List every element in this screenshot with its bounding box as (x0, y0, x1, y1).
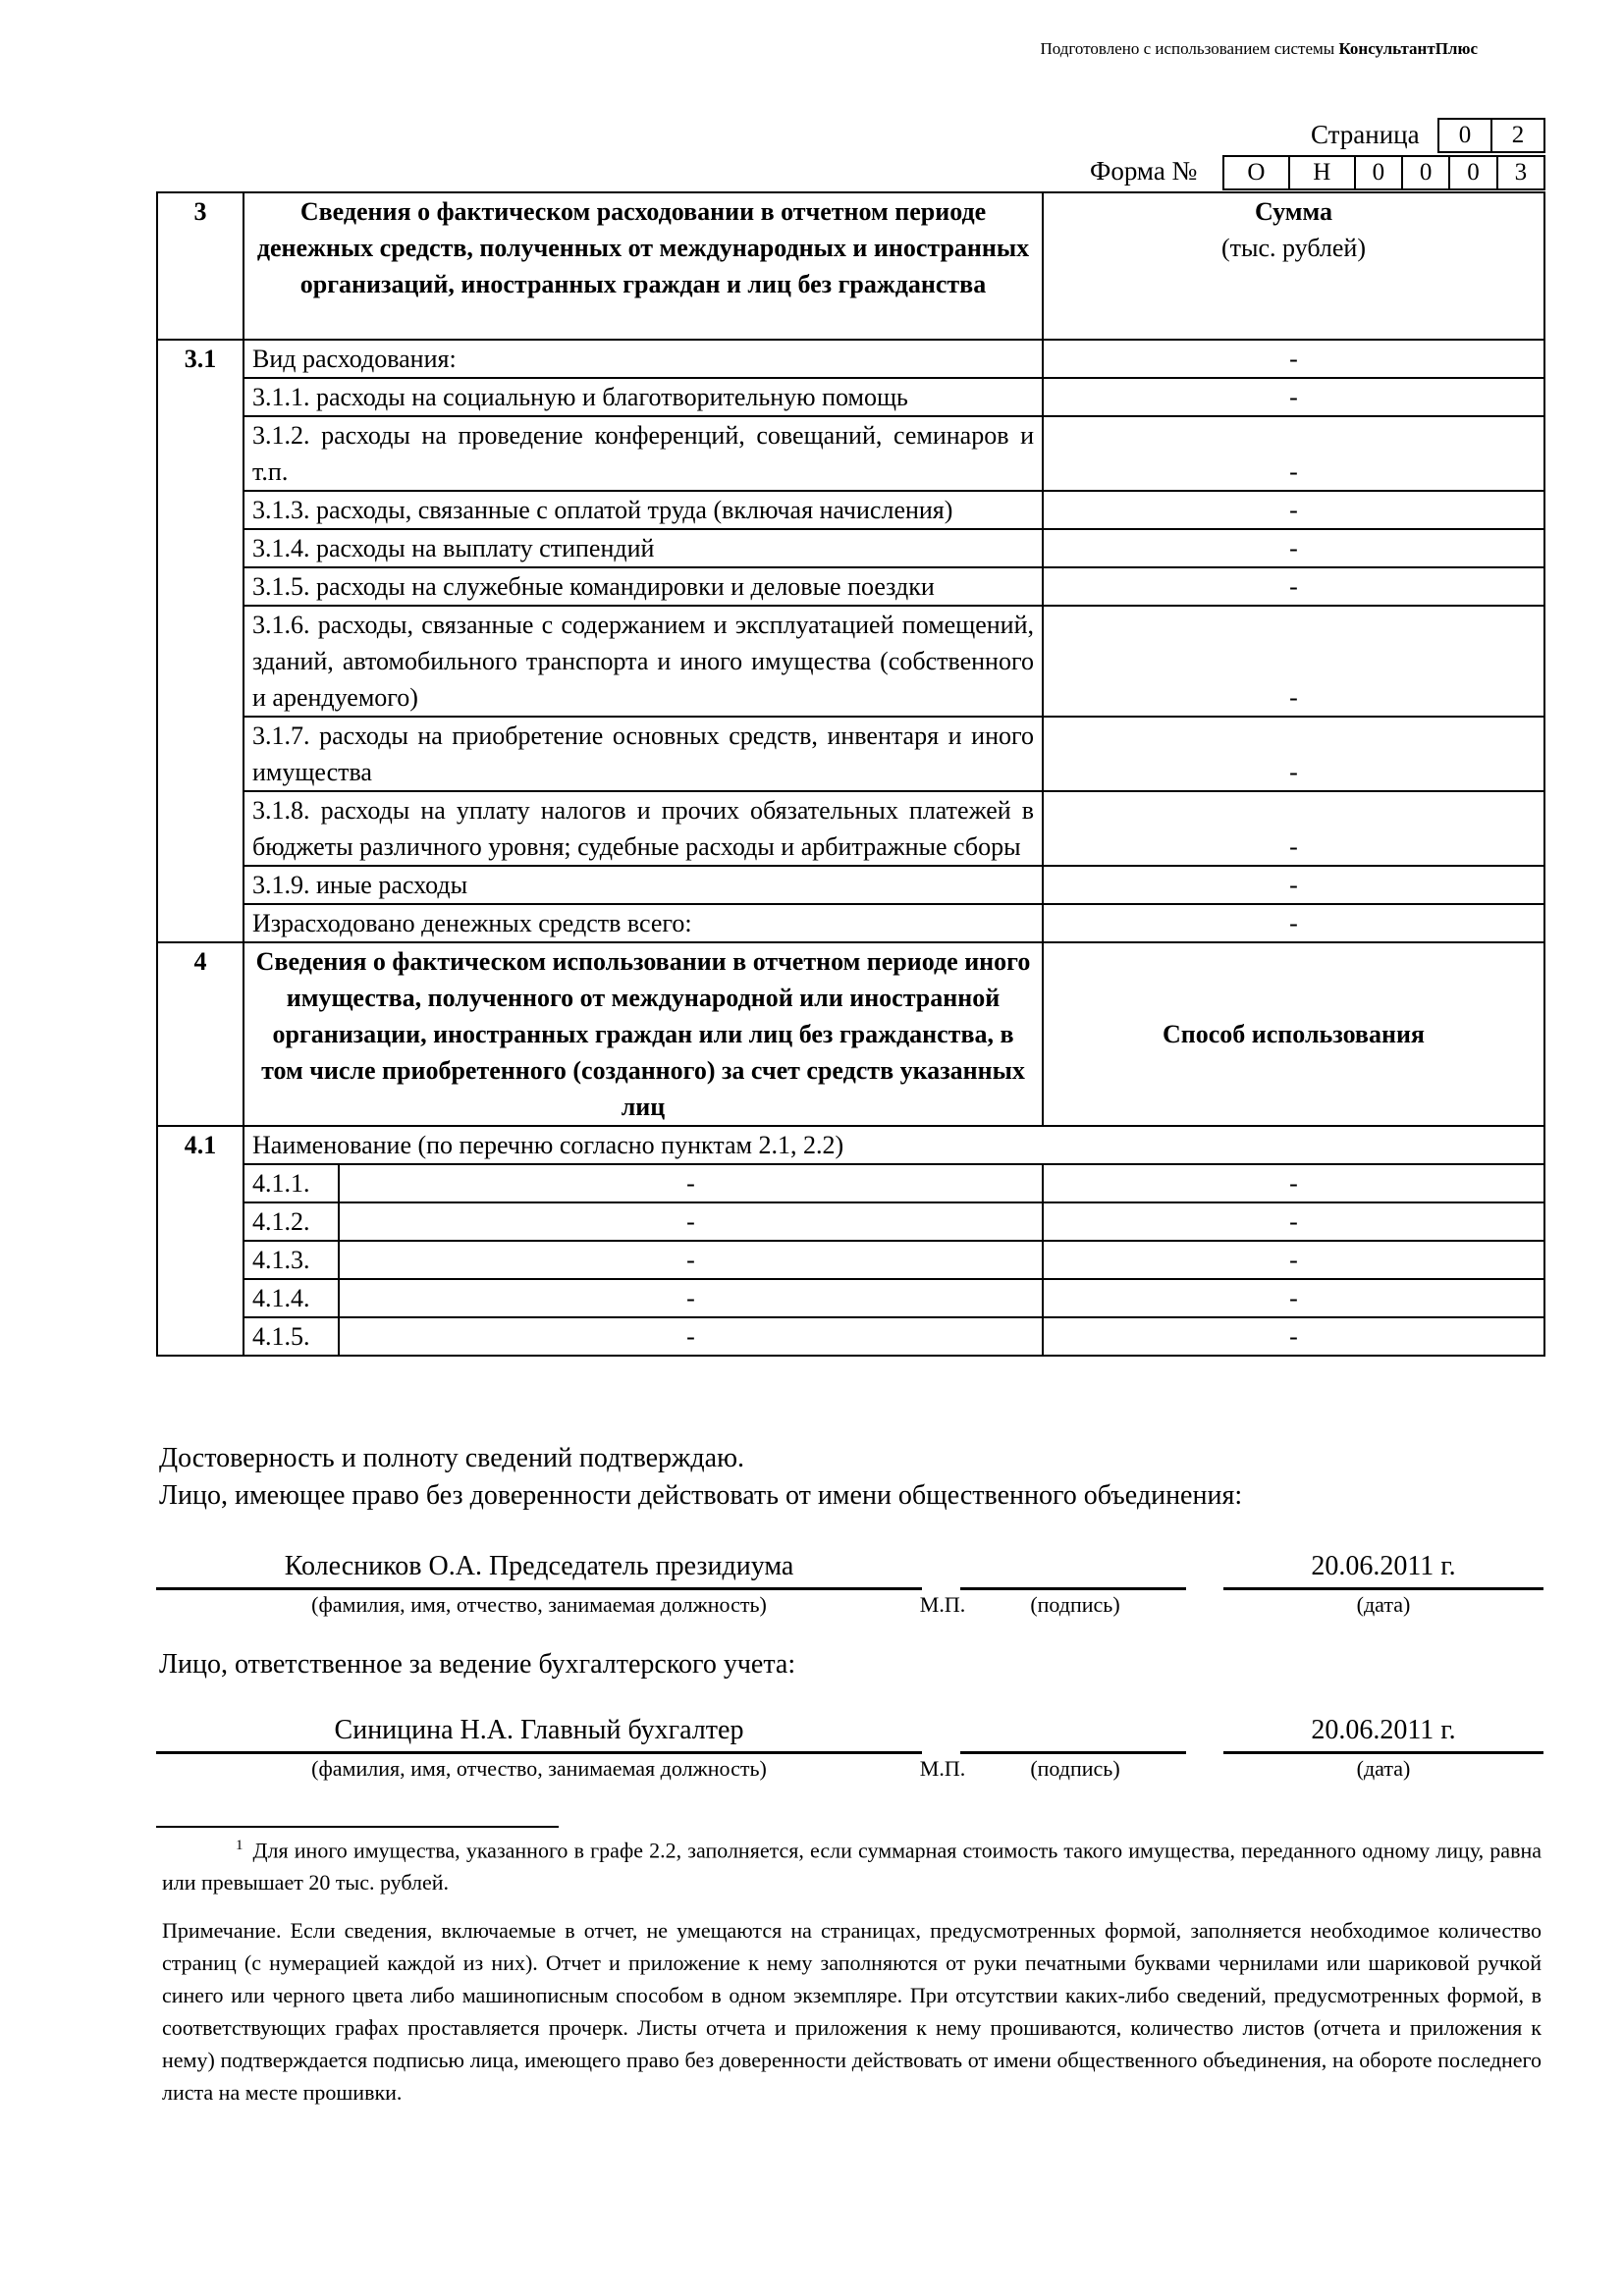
row-value: - (1043, 567, 1544, 606)
method-header: Способ использования (1043, 942, 1544, 1126)
row-label: 3.1.4. расходы на выплату стипендий (244, 529, 1043, 567)
item-code: 4.1.3. (244, 1241, 339, 1279)
page-label: Страница (1311, 120, 1420, 149)
row-value: - (1043, 904, 1544, 942)
sum-header (1043, 192, 1544, 340)
sum-unit: (тыс. рублей) (1220, 234, 1366, 262)
item-code: 4.1.5. (244, 1317, 339, 1356)
row-value: - (1043, 491, 1544, 529)
row-label: 3.1.3. расходы, связанные с оплатой труда (включая начисления) (244, 491, 1043, 529)
form-number-boxes (1222, 155, 1545, 190)
row-value: - (1043, 529, 1544, 567)
section4-header-row (157, 942, 1544, 1126)
section3-title: Сведения о фактическом расходовании в отчетном периоде денежных средств, полученных от международных и иностранных организаций, иностранных граждан и лиц без гражданства (244, 192, 1043, 340)
row-value: - (1043, 791, 1544, 866)
table-row (157, 491, 1544, 529)
row-label: Израсходовано денежных средств всего: (244, 904, 1043, 942)
row-value: - (1043, 378, 1544, 416)
table-row (157, 1126, 1544, 1164)
section4-1-number: 4.1 (157, 1126, 244, 1356)
header-note-brand: КонсультантПлюс (1338, 39, 1478, 58)
table-row (157, 567, 1544, 606)
footnote-text: Для иного имущества, указанного в графе 2.2, заполняется, если суммарная стоимость такого имущества, переданного одному лицу, равна или превышает 20 тыс. рублей. (162, 1838, 1542, 1896)
item-method: - (1043, 1317, 1544, 1356)
item-name: - (339, 1317, 1043, 1356)
table-row (157, 1241, 1544, 1279)
table-row (157, 416, 1544, 491)
row-label: 3.1.7. расходы на приобретение основных средств, инвентаря и иного имущества (244, 717, 1043, 791)
signer2-sign-caption: (подпись) (1030, 1756, 1120, 1781)
form-label: Форма № (1090, 156, 1198, 186)
signer1-date: 20.06.2011 г. (1311, 1551, 1456, 1581)
item-name: - (339, 1202, 1043, 1241)
page-digit: 2 (1491, 119, 1544, 152)
table-row (157, 1279, 1544, 1317)
row-label: Наименование (по перечню согласно пунктам 2.1, 2.2) (244, 1126, 1544, 1164)
row-label: 3.1.9. иные расходы (244, 866, 1043, 904)
form-char: 3 (1497, 156, 1544, 189)
signer1-name-line (156, 1587, 922, 1590)
item-method: - (1043, 1241, 1544, 1279)
signer1-signature-line (960, 1587, 1186, 1590)
row-value: - (1043, 717, 1544, 791)
row-value: - (1043, 606, 1544, 717)
section3-number: 3 (157, 192, 244, 340)
signer1-date-line (1223, 1587, 1543, 1590)
table-row (157, 606, 1544, 717)
note-paragraph: Примечание. Если сведения, включаемые в отчет, не умещаются на страницах, предусмотренных формой, заполняется необходимое количество страниц (с нумерацией каждой из них). Отчет и приложение к нему заполняются от руки печатными буквами чернилами или шариковой ручкой синего или черного цвета либо машинописным способом в одном экземпляре. При отсутствии каких-либо сведений, предусмотренных формой, в соответствующих графах проставляется прочерк. Листы отчета и приложения к нему прошиваются, количество листов (отчета и приложения к нему) подтверждается подписью лица, имеющего право без доверенности действовать от имени общественного объединения, на обороте последнего листа на месте прошивки. (162, 1918, 1542, 2105)
report-table (156, 191, 1545, 1357)
table-row (157, 340, 1544, 378)
item-code: 4.1.4. (244, 1279, 339, 1317)
signer2-date: 20.06.2011 г. (1311, 1715, 1456, 1745)
footnote (162, 1830, 1542, 1898)
form-char: 0 (1355, 156, 1402, 189)
signer1-fio-caption: (фамилия, имя, отчество, занимаемая должность) (311, 1592, 767, 1617)
row-value: - (1043, 416, 1544, 491)
table-row (157, 529, 1544, 567)
item-code: 4.1.2. (244, 1202, 339, 1241)
page-number-boxes (1437, 118, 1545, 153)
table-row (157, 378, 1544, 416)
row-label: 3.1.8. расходы на уплату налогов и прочих обязательных платежей в бюджеты различного уровня; судебные расходы и арбитражные сборы (244, 791, 1043, 866)
item-name: - (339, 1164, 1043, 1202)
signer2-signature-line (960, 1751, 1186, 1754)
table-row (157, 1317, 1544, 1356)
item-name: - (339, 1279, 1043, 1317)
item-method: - (1043, 1164, 1544, 1202)
row-label: 3.1.6. расходы, связанные с содержанием и эксплуатацией помещений, зданий, автомобильного транспорта и иного имущества (собственного и арендуемого) (244, 606, 1043, 717)
section4-number: 4 (157, 942, 244, 1126)
table-row (157, 791, 1544, 866)
section3-1-number: 3.1 (157, 340, 244, 942)
signer2-name-line (156, 1751, 922, 1754)
table-row (157, 717, 1544, 791)
header-note (0, 39, 1478, 59)
confirm-line1: Достоверность и полноту сведений подтверждаю. (159, 1443, 744, 1473)
item-method: - (1043, 1202, 1544, 1241)
page-digit: 0 (1438, 119, 1491, 152)
row-label: 3.1.1. расходы на социальную и благотворительную помощь (244, 378, 1043, 416)
item-name: - (339, 1241, 1043, 1279)
header-note-prefix: Подготовлено с использованием системы (1040, 39, 1335, 58)
signer2-name: Синицина Н.А. Главный бухгалтер (334, 1715, 744, 1745)
signer2-fio-caption: (фамилия, имя, отчество, занимаемая должность) (311, 1756, 767, 1781)
form-char: 0 (1449, 156, 1496, 189)
table-row (157, 904, 1544, 942)
row-value: - (1043, 866, 1544, 904)
form-char: Н (1289, 156, 1355, 189)
accountant-intro: Лицо, ответственное за ведение бухгалтерского учета: (159, 1649, 796, 1680)
row-label: Вид расходования: (244, 340, 1043, 378)
signer1-mp-caption: М.П. (919, 1592, 966, 1617)
item-method: - (1043, 1279, 1544, 1317)
signer1-name: Колесников О.А. Председатель президиума (284, 1551, 794, 1581)
table-row (157, 1164, 1544, 1202)
row-label: 3.1.2. расходы на проведение конференций, совещаний, семинаров и т.п. (244, 416, 1043, 491)
signer1-date-caption: (дата) (1356, 1592, 1411, 1617)
signer2-date-line (1223, 1751, 1543, 1754)
table-row (157, 1202, 1544, 1241)
sum-title: Сумма (1254, 197, 1333, 226)
footnote-separator (156, 1826, 559, 1828)
form-char: 0 (1402, 156, 1449, 189)
section4-title: Сведения о фактическом использовании в отчетном периоде иного имущества, полученного от международной или иностранной организации, иностранных граждан или лиц без гражданства, в том числе приобретенного (созданного) за счет средств указанных лиц (244, 942, 1043, 1126)
section3-header-row (157, 192, 1544, 340)
form-char: О (1223, 156, 1289, 189)
table-row (157, 866, 1544, 904)
item-code: 4.1.1. (244, 1164, 339, 1202)
row-value: - (1043, 340, 1544, 378)
signer1-sign-caption: (подпись) (1030, 1592, 1120, 1617)
confirm-line2: Лицо, имеющее право без доверенности действовать от имени общественного объединения: (159, 1480, 1243, 1511)
row-label: 3.1.5. расходы на служебные командировки и деловые поездки (244, 567, 1043, 606)
signer2-mp-caption: М.П. (919, 1756, 966, 1781)
signer2-date-caption: (дата) (1356, 1756, 1411, 1781)
footnote-mark: 1 (236, 1838, 244, 1853)
